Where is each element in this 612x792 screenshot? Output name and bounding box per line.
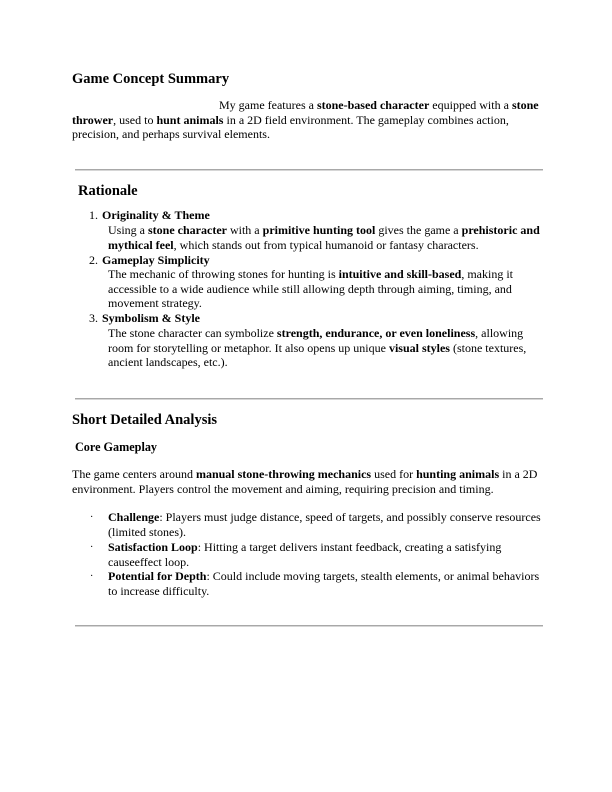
- text-run: , which stands out from typical humanoid or fantasy characters.: [173, 237, 479, 252]
- text-run-bold: visual styles: [388, 340, 450, 355]
- list-item-body: [108, 326, 544, 370]
- heading-short-detailed-analysis: Short Detailed Analysis: [72, 412, 218, 428]
- text-run-bold: primitive hunting tool: [262, 223, 376, 237]
- text-run: in a 2D environment. Players control the movement and aiming, requiring precision and timing.: [72, 467, 538, 496]
- bullet-title: Potential for Depth: [108, 569, 207, 583]
- bullet-description: : Hitting a target delivers instant feedback, creating a satisfying causeeffect loop.: [108, 540, 502, 569]
- text-run-bold: intuitive and skill-based: [338, 267, 462, 281]
- subheading-core-gameplay: Core Gameplay: [75, 440, 158, 454]
- list-item-body: [108, 223, 544, 252]
- summary-text-3: stone thrower: [72, 98, 539, 127]
- list-item-title: Gameplay Simplicity: [102, 253, 210, 267]
- text-run: with a: [226, 223, 263, 237]
- list-number: 3.: [89, 311, 98, 325]
- summary-text-6: in a 2D field environment. The gameplay combines action, precision, and perhaps survival elements.: [72, 112, 509, 141]
- list-item-title: Originality & Theme: [102, 208, 210, 222]
- text-run-bold: stone character: [148, 223, 227, 237]
- summary-text-5: hunt animals: [156, 112, 224, 127]
- summary-paragraph: [72, 98, 544, 142]
- horizontal-rule-1: [75, 169, 543, 171]
- bullet-description: : Could include moving targets, stealth elements, or animal behaviors to increase difficulty.: [108, 569, 540, 598]
- text-run: , making it accessible to a wide audience while still allowing depth through aiming, timing, and movement strategy.: [108, 267, 513, 310]
- text-run: The stone character can symbolize: [108, 326, 277, 340]
- summary-text-1: stone-based character: [316, 98, 430, 112]
- list-item-title: Symbolism & Style: [102, 311, 201, 325]
- horizontal-rule-2: [75, 398, 543, 400]
- list-number: 1.: [89, 208, 98, 222]
- horizontal-rule-3: [75, 625, 543, 627]
- bullet-text: [108, 569, 544, 598]
- text-run: (stone textures, ancient landscapes, etc.).: [108, 340, 527, 369]
- text-run: The mechanic of throwing stones for hunting is: [108, 267, 339, 281]
- text-run-bold: manual stone-throwing mechanics: [195, 467, 372, 481]
- text-run: gives the game a: [375, 223, 462, 237]
- bullet-text: [108, 540, 544, 569]
- heading-rationale: Rationale: [78, 183, 138, 199]
- text-run: Using a: [108, 223, 148, 237]
- summary-text-0: My game features a: [219, 98, 317, 112]
- bullet-icon: ·: [90, 542, 94, 553]
- analysis-paragraph: [72, 467, 544, 496]
- text-run-bold: prehistoric and mythical feel: [108, 223, 540, 252]
- bullet-text: [108, 510, 544, 539]
- bullet-icon: ·: [90, 512, 94, 523]
- text-run-bold: hunting animals: [416, 467, 500, 481]
- heading-game-concept-summary: Game Concept Summary: [72, 71, 230, 87]
- summary-text-2: equipped with a: [429, 98, 512, 112]
- summary-text-4: , used to: [113, 112, 157, 127]
- bullet-description: : Players must judge distance, speed of targets, and possibly conserve resources (limited stones).: [108, 510, 541, 539]
- text-run: used for: [371, 467, 417, 481]
- text-run: The game centers around: [72, 467, 196, 481]
- list-number: 2.: [89, 253, 98, 267]
- bullet-icon: ·: [90, 571, 94, 582]
- list-item-body: [108, 267, 544, 311]
- text-run-bold: strength, endurance, or even loneliness: [276, 326, 476, 340]
- bullet-title: Satisfaction Loop: [108, 540, 198, 554]
- bullet-title: Challenge: [108, 510, 160, 524]
- text-run: , allowing room for storytelling or metaphor. It also opens up unique: [108, 326, 524, 355]
